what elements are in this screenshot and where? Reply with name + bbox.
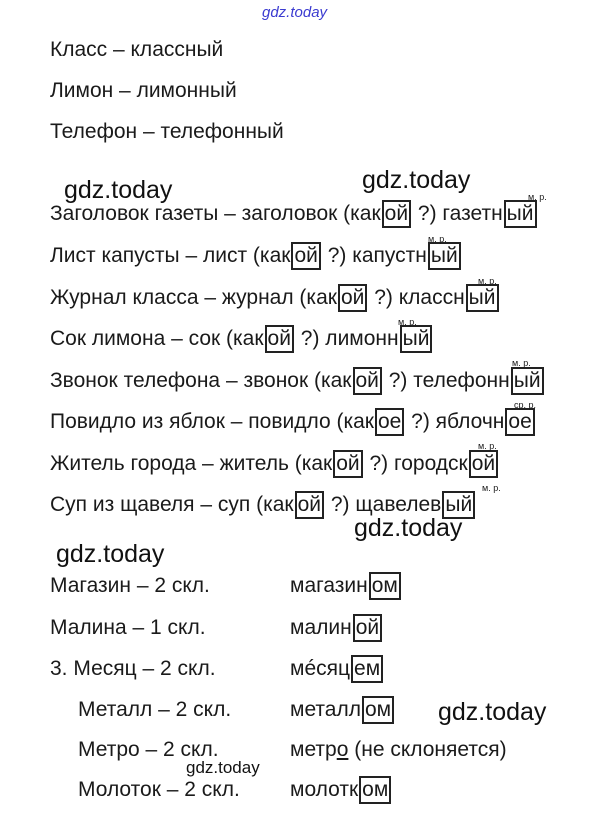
ending-box: ой [469, 450, 498, 478]
declension-right [290, 655, 384, 683]
phrase-row [50, 325, 433, 353]
gender-tag: м. р. [478, 276, 497, 286]
ending-box: ой [333, 450, 362, 478]
word-stem: мéсяц [290, 657, 351, 680]
ending-box: ый [466, 284, 499, 312]
declension-left: Малина – 1 скл. [50, 616, 206, 639]
phrase-text: Лист капусты – лист (как [50, 244, 291, 267]
ending-box: ый [428, 242, 461, 270]
gender-tag: м. р. [528, 192, 547, 202]
declension-left: Металл – 2 скл. [78, 698, 232, 721]
watermark: gdz.today [186, 758, 260, 777]
word-pair: Лимон – лимонный [50, 79, 237, 102]
word-stem: малин [290, 616, 352, 639]
ending-box: ой [265, 325, 294, 353]
gender-tag: ср. р. [514, 400, 537, 410]
phrase-text: Журнал класса – журнал (как [50, 286, 337, 309]
watermark: gdz.today [64, 176, 173, 204]
watermark: gdz.today [438, 698, 547, 726]
ending-box: ое [375, 408, 404, 436]
note-text: (не склоняется) [348, 738, 507, 761]
phrase-text: Сок лимона – сок (как [50, 327, 264, 350]
ending-box: ое [505, 408, 534, 436]
phrase-text: ?) городск [363, 452, 468, 475]
phrase-text: ?) газетн [412, 202, 503, 225]
watermark: gdz.today [56, 540, 165, 568]
watermark: gdz.today [354, 514, 463, 542]
phrase-row [50, 491, 476, 519]
watermark-top: gdz.today [262, 4, 328, 21]
ending-box: ый [504, 200, 537, 228]
phrase-text: ?) щавелев [325, 493, 442, 516]
declension-right [290, 572, 402, 600]
gender-tag: м. р. [512, 358, 531, 368]
ending-underlined: о [336, 738, 349, 761]
word-pair: Класс – классный [50, 38, 224, 61]
ending-box: ой [338, 284, 367, 312]
phrase-row [50, 408, 536, 436]
phrase-text: Звонок телефона – звонок (как [50, 369, 352, 392]
phrase-text: ?) телефонн [382, 369, 510, 392]
declension-right [290, 614, 383, 642]
phrase-row [50, 200, 538, 228]
gender-tag: м. р. [478, 441, 497, 451]
word-stem: магазин [290, 574, 368, 597]
ending-box: ой [382, 200, 411, 228]
word-stem: метр [290, 738, 337, 761]
declension-left: Метро – 2 скл. [78, 738, 219, 761]
gender-tag: м. р. [428, 234, 447, 244]
phrase-text: ?) классн [368, 286, 465, 309]
gender-tag: м. р. [398, 317, 417, 327]
phrase-text: ?) лимонн [294, 327, 399, 350]
phrase-text: Житель города – житель (как [50, 452, 333, 475]
phrase-text: Заголовок газеты – заголовок (как [50, 202, 381, 225]
ending-box: ой [295, 491, 324, 519]
phrase-row [50, 284, 500, 312]
ending-box: ой [353, 367, 382, 395]
phrase-row [50, 242, 462, 270]
word-stem: металл [290, 698, 361, 721]
ending-box: ой [353, 614, 382, 642]
watermark: gdz.today [362, 166, 471, 194]
phrase-text: Повидло из яблок – повидло (как [50, 410, 374, 433]
ending-box: ый [511, 367, 544, 395]
phrase-row [50, 450, 499, 478]
declension-left: 3. Месяц – 2 скл. [50, 657, 216, 680]
declension-right [290, 696, 395, 724]
declension-left: Магазин – 2 скл. [50, 574, 210, 597]
ending-box: ом [362, 696, 394, 724]
phrase-row [50, 367, 545, 395]
gender-tag: м. р. [482, 483, 501, 493]
phrase-text: ?) яблочн [405, 410, 505, 433]
declension-right [290, 776, 392, 804]
ending-box: ом [359, 776, 391, 804]
ending-box: ый [442, 491, 475, 519]
ending-box: ой [291, 242, 320, 270]
word-stem: молотк [290, 778, 359, 801]
ending-box: ем [351, 655, 383, 683]
declension-left: Молоток – 2 скл. [78, 778, 240, 801]
declension-right [290, 736, 507, 764]
phrase-text: ?) капустн [321, 244, 427, 267]
ending-box: ом [369, 572, 401, 600]
word-pair: Телефон – телефонный [50, 120, 284, 143]
phrase-text: Суп из щавеля – суп (как [50, 493, 294, 516]
ending-box: ый [400, 325, 433, 353]
